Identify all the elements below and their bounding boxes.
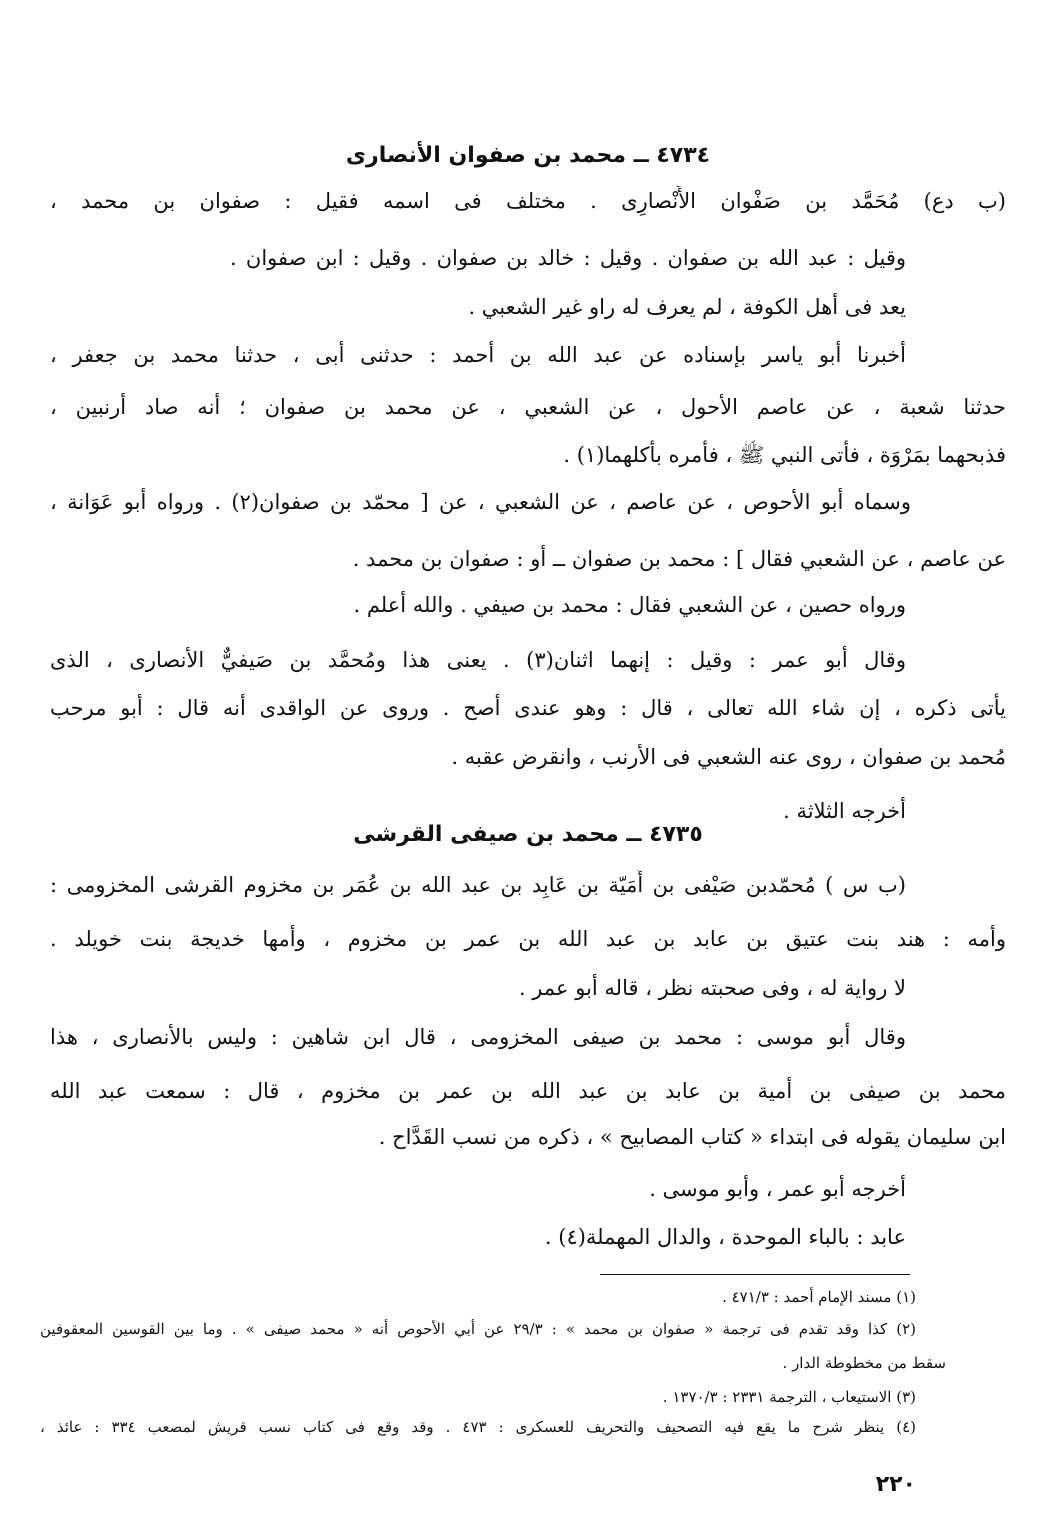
entry1-line-6: فذبحهما بمَرْوَة ، فأتى النبي ﷺ ، فأمره بأكلهما(١) . (563, 443, 1006, 467)
entry2-line-6: ابن سليمان يقوله فى ابتداء « كتاب المصابيح » ، ذكره من نسب القَدَّاح . (378, 1125, 1006, 1149)
entry-heading-4734: ٤٧٣٤ ــ محمد بن صفوان الأنصارى (345, 143, 711, 168)
footnote-2-continued: سقط من مخطوطة الدار . (782, 1354, 946, 1372)
entry1-line-10: وقال أبو عمر : وقيل : إنهما اثنان(٣) . يعنى هذا ومُحمَّد بن صَيفيٌّ الأنصارى ، الذى (50, 648, 906, 672)
entry2-line-8: عابد : بالباء الموحدة ، والدال المهملة(٤) . (544, 1225, 906, 1249)
entry2-line-3: لا رواية له ، وفى صحبته نظر ، قاله أبو عمر . (518, 976, 906, 1000)
footnote-4: (٤) ينظر شرح ما يقع فيه التصحيف والتحريف للعسكرى : ٤٧٣ . وقد وقع فى كتاب نسب قريش لمصعب ٣٣٤ : عائذ ، (40, 1418, 916, 1436)
entry1-line-3: يعد فى أهل الكوفة ، لم يعرف له راو غير الشعبي . (468, 295, 906, 319)
entry2-line-4: وقال أبو موسى : محمد بن صيفى المخزومى ، قال ابن شاهين : وليس بالأنصارى ، هذا (50, 1025, 906, 1049)
entry1-line-13: أخرجه الثلاثة . (783, 799, 906, 823)
entry-heading-4735: ٤٧٣٥ ــ محمد بن صيفى القرشى (353, 822, 703, 847)
entry1-line-12: مُحمد بن صفوان ، روى عنه الشعبي فى الأرنب ، وانقرض عقبه . (451, 745, 1006, 769)
entry2-line-7: أخرجه أبو عمر ، وأبو موسى . (649, 1177, 906, 1201)
entry1-line-1: (ب دع) مُحَمَّد بن صَفْوان الأَنْصارِى . مختلف فى اسمه فقيل : صفوان بن محمد ، (50, 189, 1006, 213)
entry1-line-11: يأتى ذكره ، إن شاء الله تعالى ، قال : وهو عندى أصح . وروى عن الواقدى أنه قال : أبو مرحب (50, 696, 1006, 720)
entry1-line-5: حدثنا شعبة ، عن عاصم الأحول ، عن الشعبي ، عن محمد بن صفوان ؛ أنه صاد أرنبين ، (50, 395, 1006, 419)
entry2-line-1: (ب س ) مُحمّدبن صَيْفى بن أُمَيّة بن عَابِد بن عبد الله بن عُمَر بن مخزوم القرشى المخزومى : (50, 873, 906, 897)
entry2-line-2: وأمه : هند بنت عتيق بن عابد بن عبد الله بن عمر بن مخزوم ، وأمها خديجة بنت خويلد . (50, 927, 1006, 951)
footnote-separator (600, 1274, 910, 1275)
entry1-line-7: وسماه أبو الأحوص ، عن عاصم ، عن الشعبي ، عن [ محمّد بن صفوان(٢) . ورواه أبو عَوَانة ، (50, 490, 911, 514)
page-number: ٢٢٠ (875, 1472, 916, 1497)
entry1-line-2: وقيل : عبد الله بن صفوان . وقيل : خالد بن صفوان . وقيل : ابن صفوان . (230, 246, 906, 270)
entry1-line-4: أخبرنا أبو ياسر بإسناده عن عبد الله بن أحمد : حدثنى أبى ، حدثنا محمد بن جعفر ، (50, 343, 906, 367)
footnote-1: (١) مسند الإمام أحمد : ٤٧١/٣ . (722, 1288, 916, 1306)
entry1-line-8: عن عاصم ، عن الشعبي فقال ] : محمد بن صفوان ــ أو : صفوان بن محمد . (352, 547, 1006, 571)
footnote-2: (٢) كذا وقد تقدم فى ترجمة « صفوان بن محمد » : ٢٩/٣ عن أبي الأحوص أنه « محمد صيفى » . وما بين القوسين المعقوفين (40, 1320, 916, 1338)
entry1-line-9: ورواه حصين ، عن الشعبي فقال : محمد بن صيفي . والله أعلم . (353, 593, 906, 617)
footnote-3: (٣) الاستيعاب ، الترجمة ٢٣٣١ : ١٣٧٠/٣ . (662, 1388, 916, 1406)
entry2-line-5: محمد بن صيفى بن أمية بن عابد بن عبد الله بن عمر بن مخزوم ، قال : سمعت عبد الله (50, 1079, 1006, 1103)
